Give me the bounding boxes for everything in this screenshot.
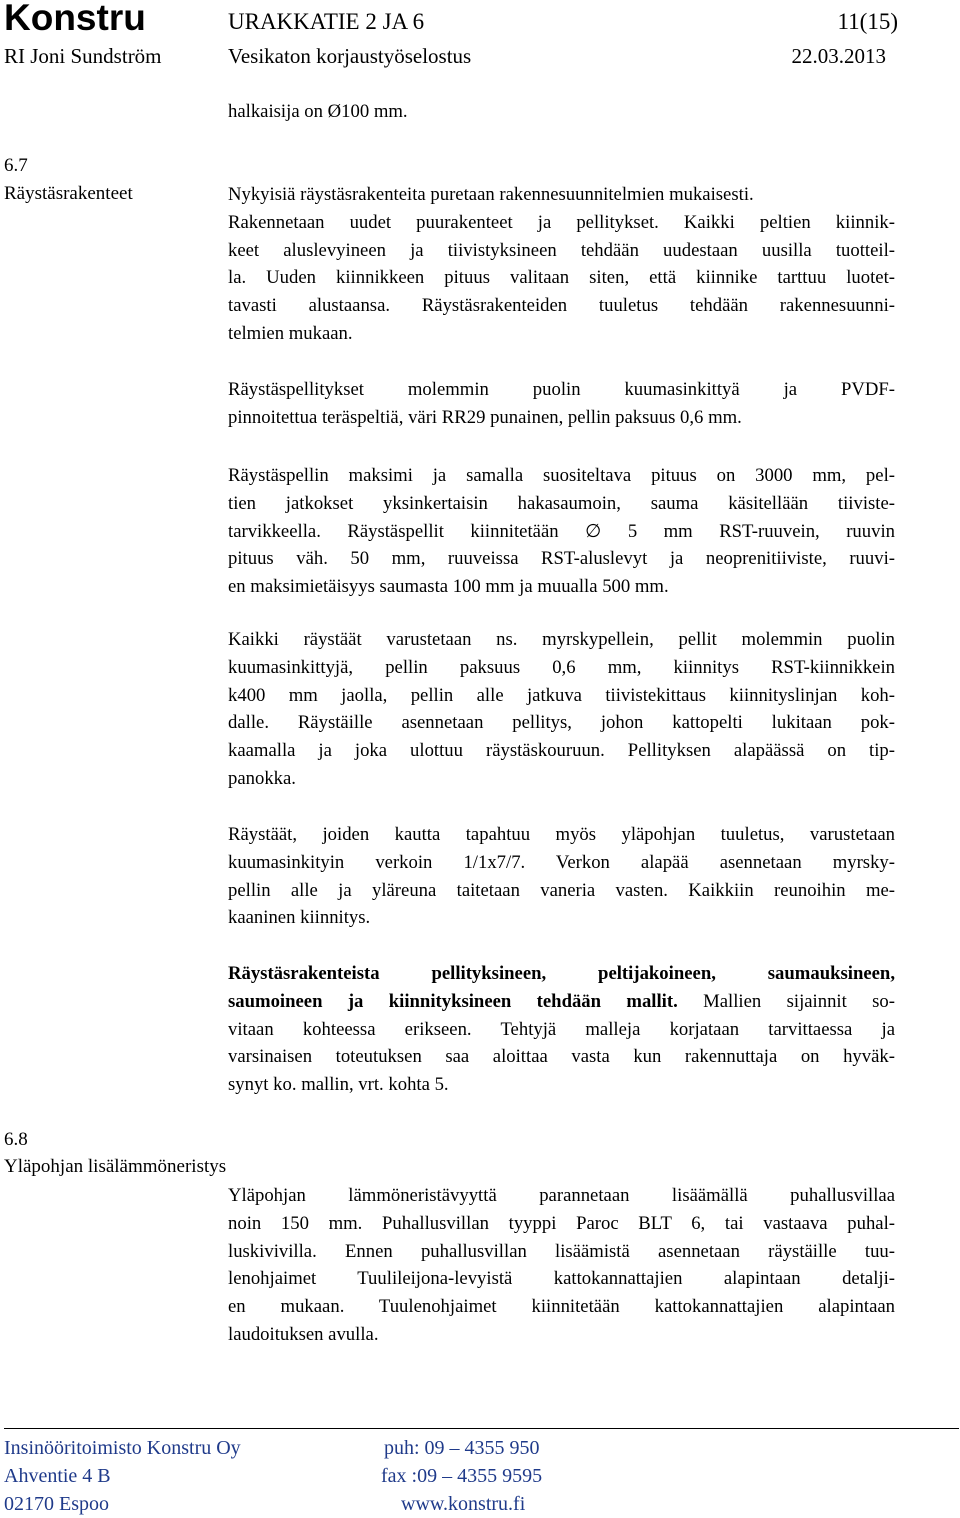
text-line: kaaninen kiinnitys. — [228, 907, 371, 929]
bold-text: Räystäsrakenteista pellityksineen, peltijakoineen, saumauksineen, — [228, 963, 895, 984]
paragraph — [228, 376, 895, 432]
footer-street: Ahventie 4 B — [4, 1465, 111, 1487]
text-line: en maksimietäisyys saumasta 100 mm ja muualla 500 mm. — [228, 576, 669, 598]
text-line — [228, 960, 895, 988]
text-line: lenohjaimet Tuulileijona-levyistä kattokannattajien alapintaan detalji- — [228, 1268, 895, 1290]
text-line: Nykyisiä räystäsrakenteita puretaan rakennesuunnitelmien mukaisesti. — [228, 184, 754, 205]
paragraph — [228, 462, 895, 601]
section-title: Yläpohjan lisälämmöneristys — [4, 1156, 227, 1177]
text-line — [228, 988, 895, 1016]
header-date: 22.03.2013 — [791, 44, 886, 68]
footer-divider — [4, 1428, 959, 1429]
text-line: Räystäspellin maksimi ja samalla suositeltava pituus on 3000 mm, pel- — [228, 465, 895, 486]
text-line: luskivivilla. Ennen puhallusvillan lisäämistä asennetaan räystäille tuu- — [228, 1240, 895, 1262]
text-line: pinnoitettua teräspeltiä, väri RR29 punainen, pellin paksuus 0,6 mm. — [228, 406, 742, 428]
footer-phone: puh: 09 – 4355 950 — [384, 1437, 540, 1459]
header-project: URAKKATIE 2 JA 6 — [228, 9, 425, 34]
section-title: Räystäsrakenteet — [4, 183, 133, 204]
header-document-title: Vesikaton korjaustyöselostus — [228, 44, 472, 68]
text-line: tavasti alustaansa. Räystäsrakenteiden tuuletus tehdään rakennesuunni- — [228, 295, 895, 317]
footer-company: Insinööritoimisto Konstru Oy — [4, 1437, 241, 1459]
text-line: panokka. — [228, 767, 296, 789]
text-line: Rakennetaan uudet puurakenteet ja pellitykset. Kaikki peltien kiinnik- — [228, 211, 895, 233]
bold-text: saumoineen ja kiinnityksineen tehdään mallit. — [228, 990, 678, 1012]
text-line: k400 mm jaolla, pellin alle jatkuva tiivistekittaus kiinnityslinjan koh- — [228, 684, 895, 706]
text-line: pellin alle ja yläreuna taitetaan vaneria vasten. Kaikkiin reunoihin me- — [228, 879, 895, 901]
text-line: en mukaan. Tuulenohjaimet kiinnitetään kattokannattajien alapintaan — [228, 1296, 895, 1318]
text-line: vitaan kohteessa erikseen. Tehtyjä malleja korjataan tarvittaessa ja — [228, 1018, 895, 1040]
text-line: varsinaisen toteutuksen saa aloittaa vasta kun rakennuttaja on hyväk- — [228, 1046, 895, 1068]
text-line: synyt ko. mallin, vrt. kohta 5. — [228, 1074, 449, 1096]
text-line: pituus väh. 50 mm, ruuveissa RST-aluslevyt ja neoprenitiiviste, ruuvi- — [228, 548, 895, 570]
footer-city: 02170 Espoo — [4, 1493, 109, 1515]
company-logo: Konstru — [4, 0, 146, 38]
text-line: Räystäspellitykset molemmin puolin kuumasinkittyä ja PVDF- — [228, 379, 895, 400]
footer-website[interactable]: www.konstru.fi — [401, 1493, 526, 1515]
text-line: la. Uuden kiinnikkeen pituus valitaan siten, että kiinnike tarttuu luotet- — [228, 267, 895, 289]
paragraph — [228, 1182, 895, 1349]
text-line: Yläpohjan lämmöneristävyyttä parannetaan lisäämällä puhallusvillaa — [228, 1185, 895, 1206]
section-number: 6.7 — [4, 155, 28, 176]
text-line: tien jatkokset yksinkertaisin hakasaumoin, sauma käsitellään tiiviste- — [228, 492, 895, 514]
text-line: keet aluslevyineen ja tiivistyksineen tehdään uudestaan uusilla tuotteil- — [228, 239, 895, 261]
header-author: RI Joni Sundström — [4, 44, 162, 68]
text-line: kaamalla ja joka ulottuu räystäskouruun. Pellityksen alapäässä on tip- — [228, 740, 895, 762]
text-line: dalle. Räystäille asennetaan pellitys, johon kattopelti lukitaan pok- — [228, 712, 895, 734]
text-run: Mallien sijainnit so- — [677, 990, 895, 1012]
section-number: 6.8 — [4, 1129, 28, 1150]
header-page-number: 11(15) — [837, 9, 898, 34]
footer-fax: fax :09 – 4355 9595 — [381, 1465, 543, 1487]
text-line: Kaikki räystäät varustetaan ns. myrskypellein, pellit molemmin puolin — [228, 629, 895, 650]
text-line: kuumasinkityin verkoin 1/1x7/7. Verkon alapää asennetaan myrsky- — [228, 851, 895, 873]
text-line: kuumasinkittyjä, pellin paksuus 0,6 mm, kiinnitys RST-kiinnikkein — [228, 656, 895, 678]
paragraph — [228, 626, 895, 793]
text-line: tarvikkeella. Räystäspellit kiinnitetään ∅ 5 mm RST-ruuvein, ruuvin — [228, 520, 895, 542]
text-line: laudoituksen avulla. — [228, 1323, 379, 1345]
paragraph — [228, 960, 895, 1099]
intro-line: halkaisija on Ø100 mm. — [228, 101, 408, 122]
text-line: Räystäät, joiden kautta tapahtuu myös yläpohjan tuuletus, varustetaan — [228, 824, 895, 845]
text-line: telmien mukaan. — [228, 322, 353, 344]
paragraph — [228, 181, 895, 348]
text-line: noin 150 mm. Puhallusvillan tyyppi Paroc BLT 6, tai vastaava puhal- — [228, 1212, 895, 1234]
paragraph — [228, 821, 895, 932]
